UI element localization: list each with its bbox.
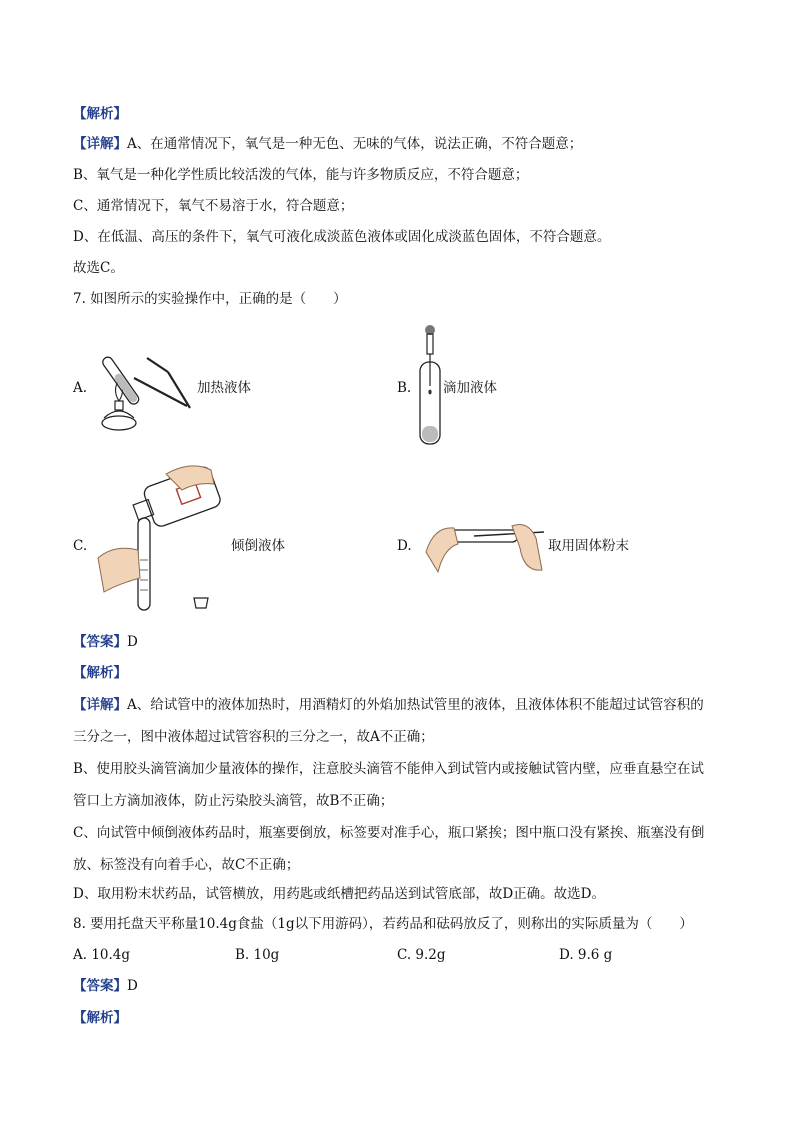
question-8-stem: 8. 要用托盘天平称量10.4g食盐（1g以下用游码），若药品和砝码放反了，则称出的实际质量为（ ）	[73, 916, 693, 932]
answer-value: D	[127, 978, 138, 994]
detail-line: C、通常情况下，氧气不易溶于水，符合题意；	[73, 198, 354, 214]
option-c-letter: C.	[73, 538, 88, 554]
detail-text: A、给试管中的液体加热时，用酒精灯的外焰加热试管里的液体，且液体体积不能超过试管容积的	[127, 697, 704, 713]
option-d-caption: 取用固体粉末	[548, 538, 629, 554]
detail-line: B、使用胶头滴管滴加少量液体的操作，注意胶头滴管不能伸入到试管内或接触试管内壁，应垂直悬空在试	[73, 761, 704, 777]
detail-line	[73, 134, 582, 154]
option-b-letter: B.	[397, 380, 412, 396]
answer-value: D	[127, 634, 138, 650]
detail-text: A、在通常情况下，氧气是一种无色、无味的气体，说法正确，不符合题意；	[127, 136, 583, 152]
detail-line: C、向试管中倾倒液体药品时，瓶塞要倒放，标签要对准手心，瓶口紧挨；图中瓶口没有紧挨、瓶塞没有倒	[73, 825, 705, 841]
detail-line: D、在低温、高压的条件下，氧气可液化成淡蓝色液体或固化成淡蓝色固体，不符合题意。	[73, 229, 611, 245]
detail-line: 三分之一，图中液体超过试管容积的三分之一，故A不正确；	[73, 729, 434, 745]
answer-tag: 【答案】	[73, 634, 127, 650]
answer-line	[73, 632, 138, 652]
option-d-letter: D.	[397, 538, 412, 554]
detail-tag: 【详解】	[73, 697, 127, 713]
analysis-heading: 【解析】	[73, 1010, 127, 1026]
detail-line: 放、标签没有向着手心，故C不正确；	[73, 857, 300, 873]
conclusion-line: 故选C。	[73, 260, 124, 276]
analysis-heading: 【解析】	[73, 665, 127, 681]
detail-line: 管口上方滴加液体，防止污染胶头滴管，故B不正确；	[73, 793, 394, 809]
analysis-heading: 【解析】	[73, 106, 127, 122]
detail-tag: 【详解】	[73, 136, 127, 152]
answer-tag: 【答案】	[73, 978, 127, 994]
detail-line	[73, 695, 704, 715]
pouring-liquid-illustration	[96, 460, 226, 615]
option-a-letter: A.	[73, 380, 88, 396]
heating-liquid-illustration	[92, 338, 202, 440]
detail-line: D、取用粉末状药品，试管横放，用药匙或纸槽把药品送到试管底部，故D正确。故选D。	[73, 886, 605, 902]
taking-solid-powder-illustration	[424, 512, 550, 578]
question-7-stem: 7. 如图所示的实验操作中，正确的是（ ）	[73, 291, 347, 307]
q8-option-a: A. 10.4g	[73, 947, 131, 963]
q8-option-c: C. 9.2g	[397, 947, 446, 963]
detail-line: B、氧气是一种化学性质比较活泼的气体，能与许多物质反应，不符合题意；	[73, 167, 529, 183]
q8-option-d: D. 9.6 g	[559, 947, 613, 963]
option-b-caption: 滴加液体	[443, 380, 497, 396]
option-a-caption: 加热液体	[197, 380, 251, 396]
option-c-caption: 倾倒液体	[231, 538, 285, 554]
q8-option-b: B. 10g	[235, 947, 280, 963]
answer-line	[73, 976, 138, 996]
